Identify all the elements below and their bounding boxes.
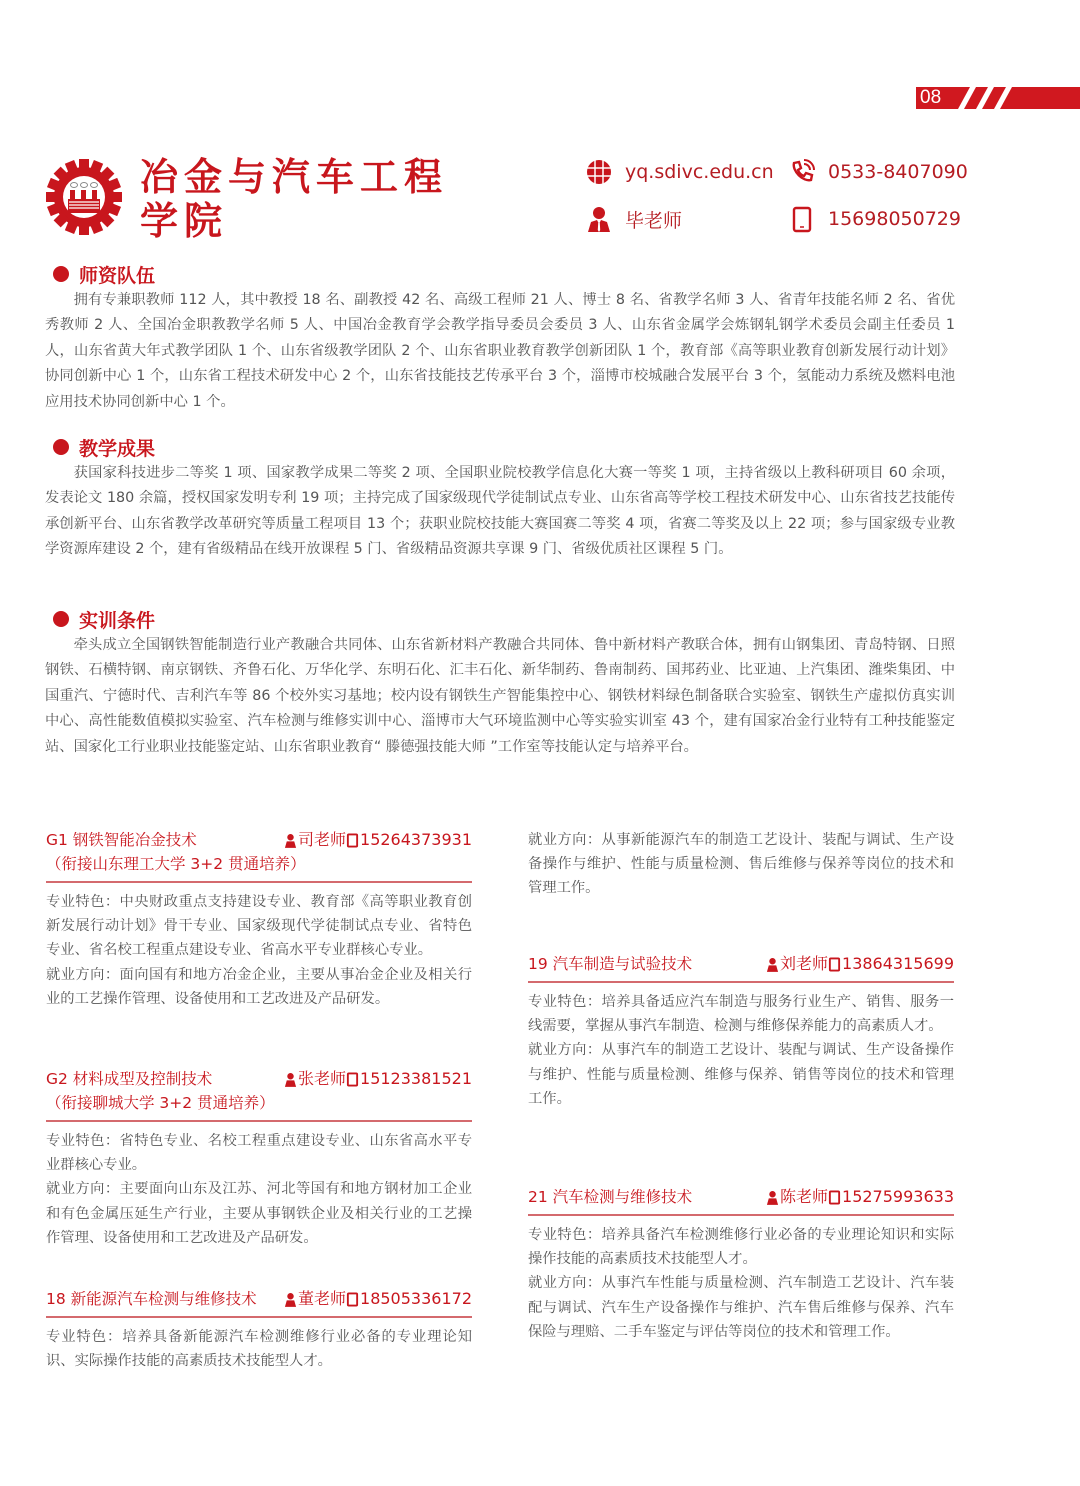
teacher-phone: 15275993633: [842, 1187, 954, 1206]
section-training: [45, 607, 955, 760]
feature-text: 培养具备新能源汽车检测维修行业必备的专业理论知识、实际操作技能的高素质技术技能型人才。: [46, 1329, 473, 1370]
program-18-continued: [528, 828, 954, 901]
program-name: 19 汽车制造与试验技术: [528, 955, 693, 973]
career-text: 主要面向山东及江苏、河北等国有和地方钢材加工企业和有色金属压延生产行业，主要从事钢铁企业及相关行业的工艺操作管理、设备使用和工艺改进及产品研发。: [46, 1181, 473, 1246]
feature-text: 中央财政重点支持建设专业、教育部《高等职业教育创新发展行动计划》骨干专业、国家级现代学徒制试点专业、省特色专业、省名校工程重点建设专业、省高水平专业群核心专业。: [46, 894, 473, 959]
program-g1: [46, 828, 472, 1011]
section-faculty: [45, 262, 955, 415]
feature-label: 专业特色：: [46, 1329, 123, 1345]
career-label: 就业方向：: [528, 1042, 602, 1059]
mobile-phone-icon: [828, 957, 841, 972]
program-name: G2 材料成型及控制技术: [46, 1070, 213, 1088]
page-number: 08: [920, 87, 942, 108]
person-icon: [585, 205, 613, 233]
teacher-name: 陈老师: [780, 1187, 829, 1206]
college-logo: [44, 157, 124, 237]
program-subtitle: （衔接聊城大学 3+2 贯通培养）: [46, 1094, 275, 1112]
bullet-icon: [53, 439, 69, 455]
teacher-phone: 18505336172: [360, 1289, 472, 1308]
person-icon: [284, 833, 297, 848]
feature-label: 专业特色：: [528, 994, 602, 1010]
website-link[interactable]: yq.sdivc.edu.cn: [625, 161, 774, 183]
mobile-number: 15698050729: [828, 208, 961, 230]
program-g2: [46, 1067, 472, 1250]
career-text: 面向国有和地方冶金企业，主要从事冶金企业及相关行业的工艺操作管理、设备使用和工艺改进及产品研发。: [46, 966, 473, 1007]
phone-contact: [788, 158, 968, 186]
program-subtitle: （衔接山东理工大学 3+2 贯通培养）: [46, 855, 306, 873]
program-18: [46, 1287, 472, 1373]
teacher-name: 司老师: [298, 830, 347, 849]
section-text: 拥有专兼职教师 112 人，其中教授 18 名、副教授 42 名、高级工程师 21 人、博士 8 名、省教学名师 3 人、省青年技能名师 2 名、省优秀教师 2 人、全国冶金职教教学名师 5 人、中国冶金教育学会教学指导委员会委员 3 人、山东省金属学会炼钢轧钢学术委员会副主任委员 1 人，山东省黄大年式教学团队 1 个、山东省级教学团队 2 个、山东省职业教育教学创新团队 1 个，教育部《高等职业教育创新发展行动计划》协同创新中心 1 个，山东省工程技术研发中心 2 个，山东省技能技艺传承平台 3 个，淄博市校城融合发展平台 3 个，氢能动力系统及燃料电池应用技术协同创新中心 1 个。: [45, 292, 955, 410]
program-name: 18 新能源汽车检测与维修技术: [46, 1290, 257, 1308]
website-contact[interactable]: [585, 158, 774, 186]
person-icon: [766, 957, 779, 972]
person-icon: [284, 1292, 297, 1307]
phone-number: 0533-8407090: [828, 161, 968, 183]
teacher-phone: 13864315699: [842, 954, 954, 973]
section-text: 牵头成立全国钢铁智能制造行业产教融合共同体、山东省新材料产教融合共同体、鲁中新材料产教联合体，拥有山钢集团、青岛特钢、日照钢铁、石横特钢、南京钢铁、齐鲁石化、万华化学、东明石化、汇丰石化、新华制药、鲁南制药、国邦药业、比亚迪、上汽集团、潍柴集团、中国重汽、宁德时代、吉利汽车等 86 个校外实习基地；校内设有钢铁生产智能集控中心、钢铁材料绿色制备联合实验室、钢铁生产虚拟仿真实训中心、高性能数值模拟实验室、汽车检测与维修实训中心、淄博市大气环境监测中心等实验实训室 43 个，建有国家冶金行业特有工种技能鉴定站、国家化工行业职业技能鉴定站、山东省职业教育“ 滕德强技能大师 ”工作室等技能认定与培养平台。: [45, 637, 955, 755]
contact-person: 毕老师: [625, 209, 683, 232]
teacher-phone: 15264373931: [360, 830, 472, 849]
person-contact: [585, 205, 682, 233]
bullet-icon: [53, 611, 69, 627]
career-text: 从事新能源汽车的制造工艺设计、装配与调试、生产设备操作与维护、性能与质量检测、售后维修与保养等岗位的技术和管理工作。: [528, 832, 955, 897]
teacher-name: 张老师: [298, 1069, 347, 1088]
section-title: 实训条件: [79, 609, 156, 632]
person-icon: [284, 1072, 297, 1087]
globe-icon: [585, 158, 613, 186]
teacher-phone: 15123381521: [360, 1069, 472, 1088]
career-text: 从事汽车性能与质量检测、汽车制造工艺设计、汽车装配与调试、汽车生产设备操作与维护、汽车售后维修与保养、汽车保险与理赔、二手车鉴定与评估等岗位的技术和管理工作。: [528, 1275, 955, 1340]
career-label: 就业方向：: [46, 1181, 120, 1198]
feature-label: 专业特色：: [46, 894, 120, 910]
person-icon: [766, 1190, 779, 1205]
program-name: 21 汽车检测与维修技术: [528, 1188, 693, 1206]
section-title: 教学成果: [79, 437, 156, 460]
feature-label: 专业特色：: [528, 1227, 602, 1243]
mobile-phone-icon: [346, 1292, 359, 1307]
teacher-name: 刘老师: [780, 954, 829, 973]
section-title: 师资队伍: [79, 264, 156, 287]
feature-label: 专业特色：: [46, 1133, 120, 1149]
title-line-2: 学院: [140, 199, 229, 243]
feature-text: 省特色专业、名校工程重点建设专业、山东省高水平专业群核心专业。: [46, 1133, 473, 1174]
feature-text: 培养具备适应汽车制造与服务行业生产、销售、服务一线需要，掌握从事汽车制造、检测与维修保养能力的高素质人才。: [528, 994, 955, 1035]
career-text: 从事汽车的制造工艺设计、装配与调试、生产设备操作与维护、性能与质量检测、维修与保养、销售等岗位的技术和管理工作。: [528, 1042, 955, 1107]
mobile-phone-icon: [828, 1190, 841, 1205]
gear-factory-logo-icon: [44, 157, 124, 237]
phone-icon: [788, 158, 816, 186]
career-label: 就业方向：: [528, 1275, 602, 1292]
program-19: [528, 952, 954, 1111]
program-21: [528, 1185, 954, 1344]
program-name: G1 钢铁智能冶金技术: [46, 831, 197, 849]
mobile-phone-icon: [346, 833, 359, 848]
section-achievements: [45, 435, 955, 563]
feature-text: 培养具备汽车检测维修行业必备的专业理论知识和实际操作技能的高素质技术技能型人才。: [528, 1227, 955, 1268]
section-text: 获国家科技进步二等奖 1 项、国家教学成果二等奖 2 项、全国职业院校教学信息化大赛一等奖 1 项，主持省级以上教科研项目 60 余项，发表论文 180 余篇，授权国家发明专利 19 项；主持完成了国家级现代学徒制试点专业、山东省高等学校工程技术研发中心、山东省技艺技能传承创新平台、山东省教学改革研究等质量工程项目 13 个；获职业院校技能大赛国赛二等奖 4 项，省赛二等奖及以上 22 项；参与国家级专业教学资源库建设 2 个，建有省级精品在线开放课程 5 门、省级精品资源共享课 9 门、省级优质社区课程 5 门。: [45, 465, 955, 558]
teacher-name: 董老师: [298, 1289, 347, 1308]
page-number-bar: [916, 87, 1080, 109]
mobile-phone-icon: [346, 1072, 359, 1087]
bullet-icon: [53, 266, 69, 282]
college-title: [140, 155, 448, 243]
title-line-1: 冶金与汽车工程: [140, 155, 449, 199]
mobile-phone-icon: [788, 205, 816, 233]
mobile-contact: [788, 205, 961, 233]
career-label: 就业方向：: [46, 966, 120, 983]
career-label: 就业方向：: [528, 832, 602, 848]
